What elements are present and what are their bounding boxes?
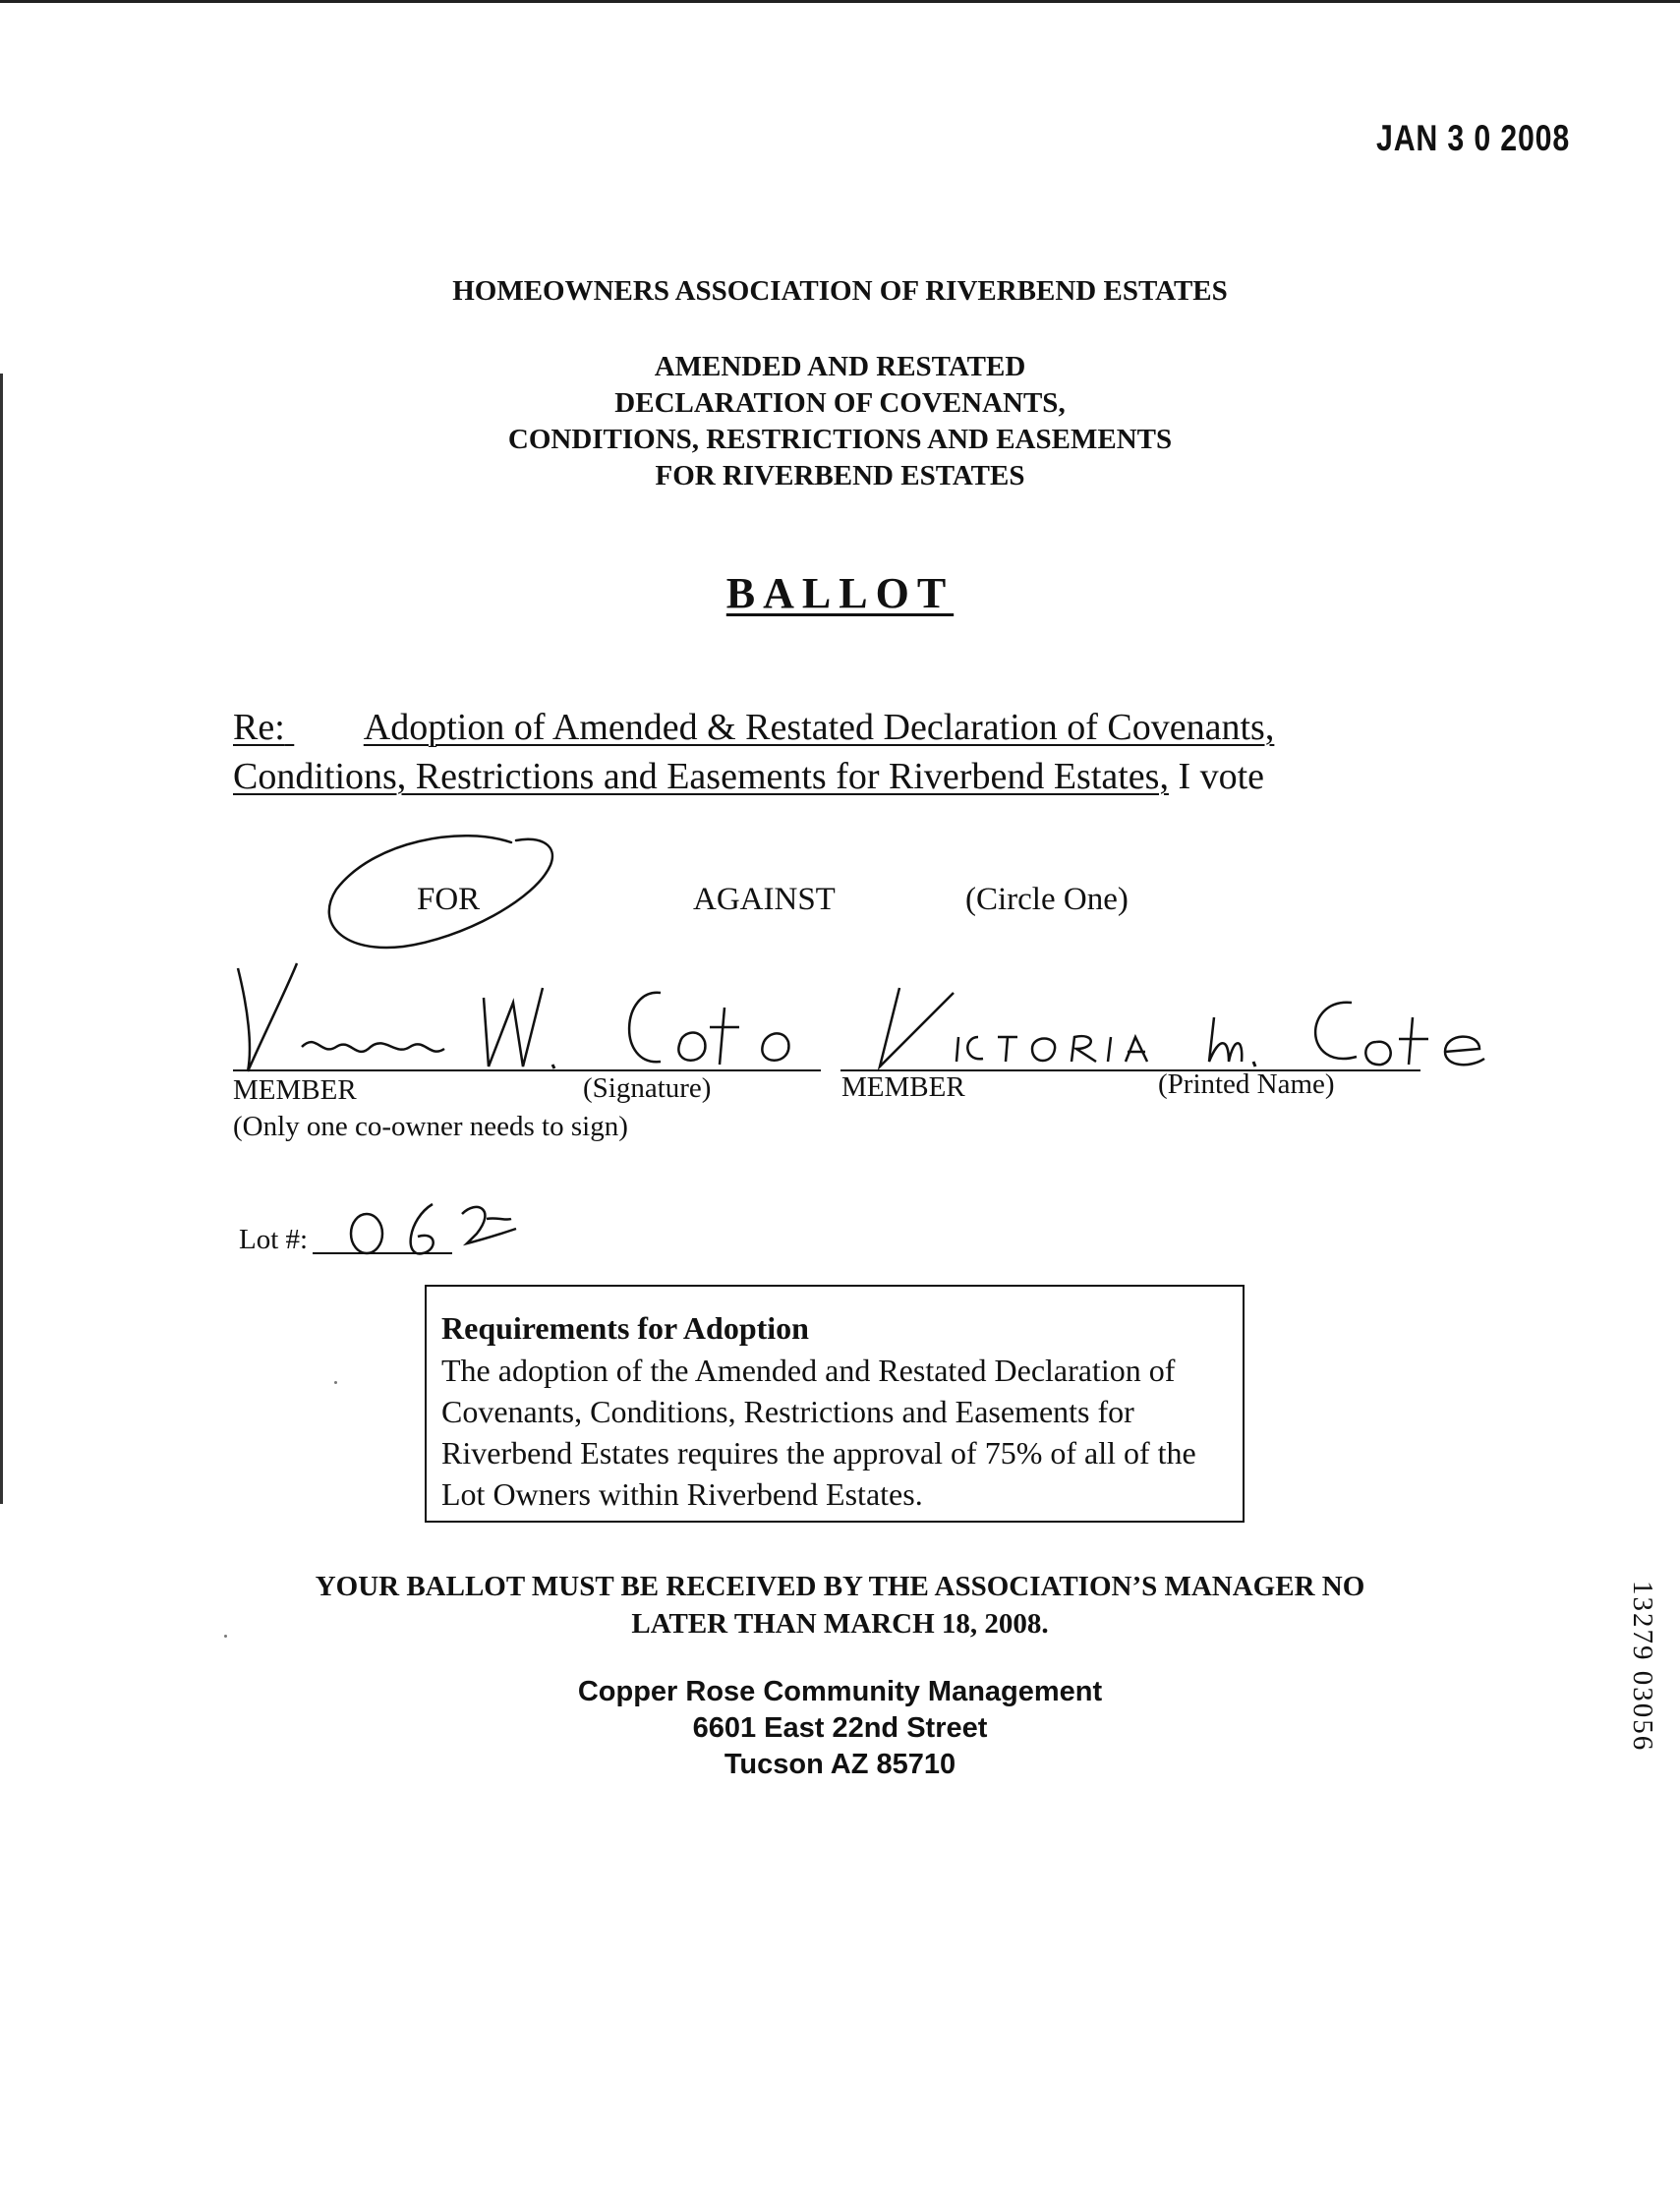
scan-left-edge [0,374,3,1504]
member-label: MEMBER [233,1074,357,1106]
signature-label: (Signature) [583,1072,712,1104]
declaration-title-line: DECLARATION OF COVENANTS, [614,387,1066,419]
re-suffix: I vote [1178,756,1265,797]
vote-option-for[interactable]: FOR [417,882,481,917]
management-address [0,1674,1680,1783]
deadline-line: YOUR BALLOT MUST BE RECEIVED BY THE ASSOCIATION’S MANAGER NO [315,1571,1365,1602]
re-prefix: Re: [233,707,285,748]
lot-label: Lot #: [239,1224,309,1255]
deadline-notice [0,1568,1680,1643]
member-signature [228,949,838,1086]
lot-number-line [313,1252,452,1254]
management-name: Copper Rose Community Management [577,1676,1103,1707]
margin-document-number: 13279 03056 [1627,1581,1658,1753]
declaration-title-line: CONDITIONS, RESTRICTIONS AND EASEMENTS [507,424,1173,455]
vote-option-against[interactable]: AGAINST [693,882,836,917]
re-line-2: Conditions, Restrictions and Easements for Riverbend Estates, [233,756,1169,797]
declaration-title [0,349,1680,494]
re-spacer [285,703,364,752]
re-subject [233,703,1274,801]
deadline-line: LATER THAN MARCH 18, 2008. [631,1608,1049,1640]
re-line-1: Adoption of Amended & Restated Declaration of Covenants, [363,707,1275,748]
ballot-heading [0,568,1680,618]
scan-speck [224,1635,227,1638]
coowner-note: (Only one co-owner needs to sign) [233,1111,628,1142]
declaration-title-line: AMENDED AND RESTATED [654,351,1026,382]
member-label: MEMBER [841,1071,965,1103]
requirements-body: The adoption of the Amended and Restated Declaration of Covenants, Conditions, Restrictions and Easements for Riverbend Estates requires the approval of 75% of all of the Lot Owners within Riverbend Estates. [441,1353,1196,1512]
ballot-title: BALLOT [725,569,955,617]
association-name: HOMEOWNERS ASSOCIATION OF RIVERBEND ESTATES [452,275,1228,307]
member-printed-name [840,978,1538,1076]
received-date-stamp: JAN 3 0 2008 [1376,118,1571,158]
circle-one-instruction: (Circle One) [965,882,1129,917]
signature-line [233,1069,821,1071]
declaration-title-line: FOR RIVERBEND ESTATES [655,460,1025,491]
printed-name-label: (Printed Name) [1158,1068,1335,1100]
scan-speck [334,1381,337,1384]
requirements-title: Requirements for Adoption [441,1310,809,1346]
management-street: 6601 East 22nd Street [692,1712,988,1744]
management-city: Tucson AZ 85710 [724,1749,956,1780]
scan-top-edge [0,0,1680,3]
